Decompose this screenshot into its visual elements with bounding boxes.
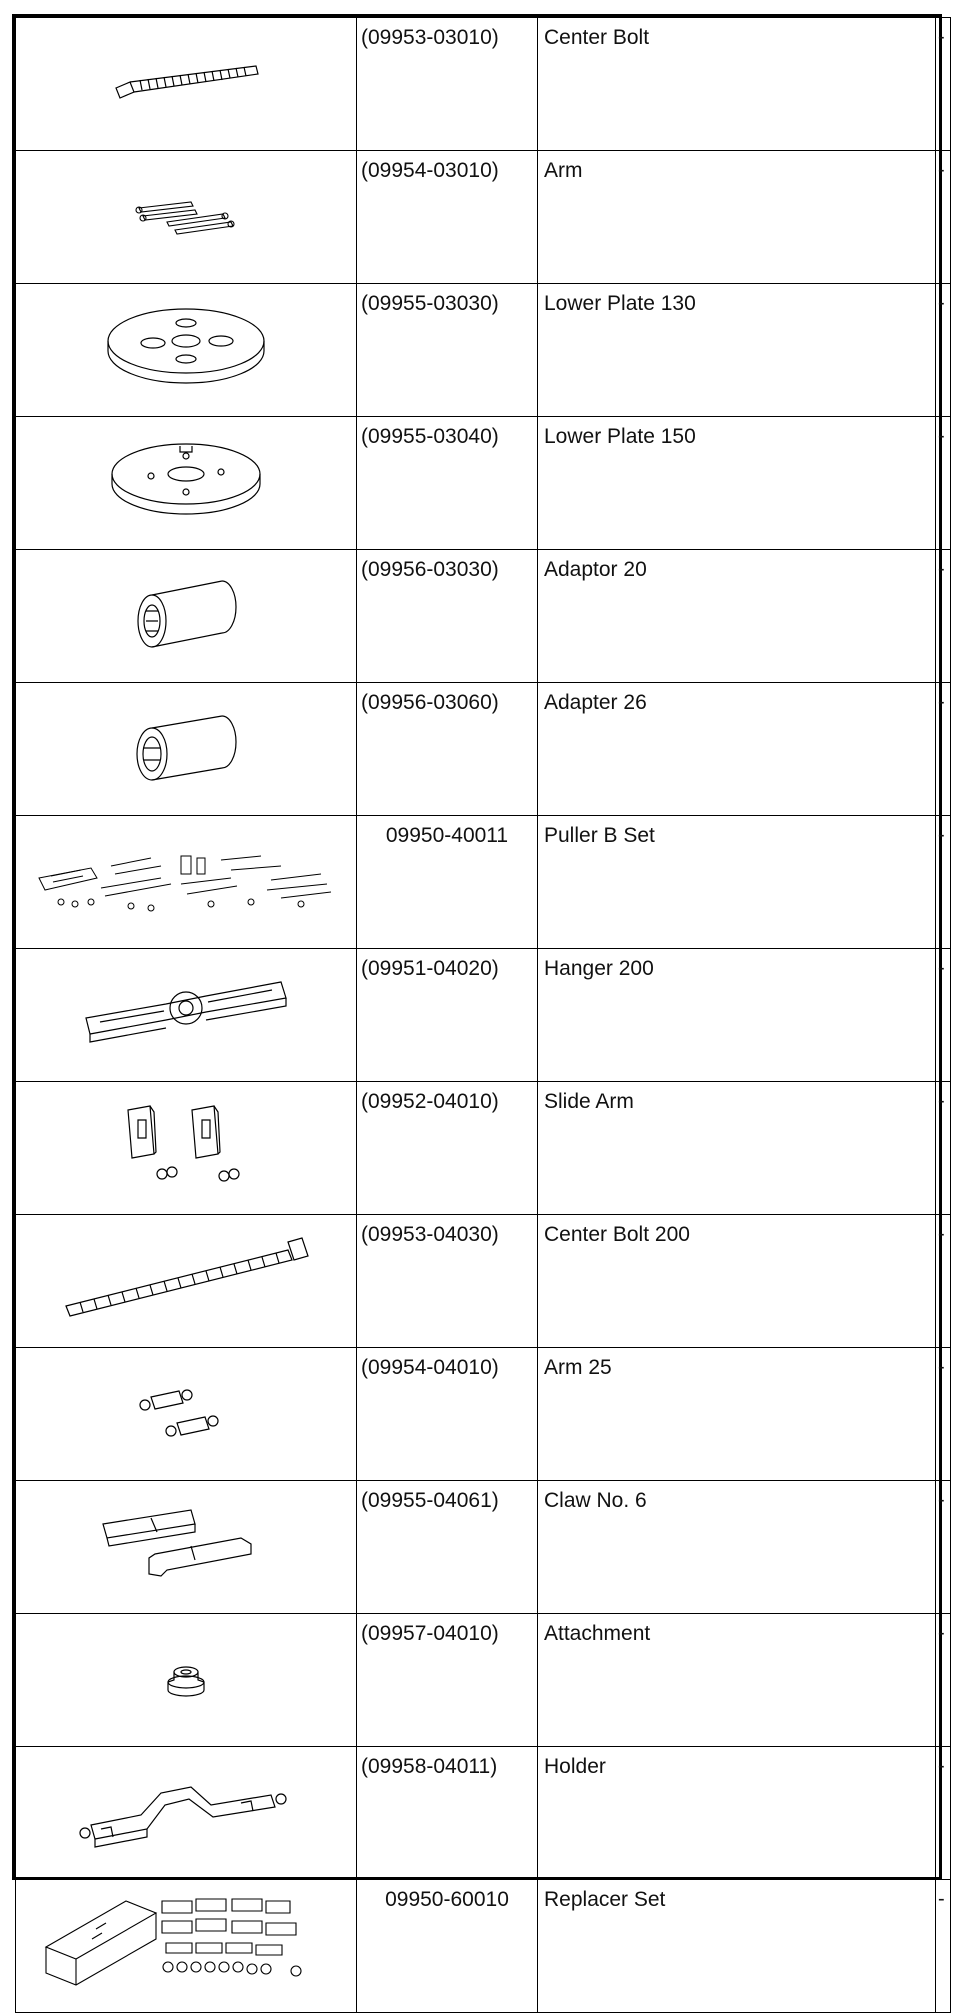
holder-icon — [71, 1759, 301, 1859]
parts-sheet — [12, 14, 945, 1911]
part-name: Lower Plate 150 — [538, 417, 936, 550]
table-row — [16, 417, 951, 550]
part-number: (09953-04030) — [357, 1215, 538, 1348]
part-number: 09950-40011 — [357, 816, 538, 949]
table-row — [16, 1481, 951, 1614]
part-number: (09955-03040) — [357, 417, 538, 550]
table-row — [16, 284, 951, 417]
table-row — [16, 683, 951, 816]
part-name: Lower Plate 130 — [538, 284, 936, 417]
part-qty: - — [936, 1082, 951, 1215]
table-row — [16, 816, 951, 949]
part-name: Adaptor 20 — [538, 550, 936, 683]
part-name: Holder — [538, 1747, 936, 1880]
part-number: 09950-60010 — [357, 1880, 538, 2013]
table-row — [16, 1348, 951, 1481]
table-row — [16, 151, 951, 284]
part-name: Adapter 26 — [538, 683, 936, 816]
part-name: Center Bolt 200 — [538, 1215, 936, 1348]
center-bolt-icon — [106, 50, 266, 110]
lower-plate-150-icon — [106, 434, 266, 524]
part-image-cell — [16, 683, 357, 816]
adapter-26-icon — [126, 700, 246, 790]
arm-icon — [131, 188, 241, 238]
part-image-cell — [16, 151, 357, 284]
part-image-cell — [16, 1481, 357, 1614]
part-number: (09955-04061) — [357, 1481, 538, 1614]
part-image-cell — [16, 417, 357, 550]
part-qty: - — [936, 1348, 951, 1481]
part-name: Replacer Set — [538, 1880, 936, 2013]
table-row — [16, 1747, 951, 1880]
center-bolt-200-icon — [56, 1232, 316, 1322]
part-qty: - — [936, 18, 951, 151]
part-number: (09952-04010) — [357, 1082, 538, 1215]
part-qty: - — [936, 1880, 951, 2013]
lower-plate-130-icon — [101, 301, 271, 391]
part-image-cell — [16, 816, 357, 949]
attachment-icon — [156, 1646, 216, 1706]
part-name: Claw No. 6 — [538, 1481, 936, 1614]
part-image-cell — [16, 1082, 357, 1215]
part-image-cell — [16, 1348, 357, 1481]
part-name: Center Bolt — [538, 18, 936, 151]
part-qty: - — [936, 417, 951, 550]
part-image-cell — [16, 1215, 357, 1348]
table-row — [16, 18, 951, 151]
parts-table — [15, 17, 951, 2013]
table-row — [16, 1082, 951, 1215]
part-name: Attachment — [538, 1614, 936, 1747]
part-qty: - — [936, 816, 951, 949]
part-qty: - — [936, 1614, 951, 1747]
part-name: Arm — [538, 151, 936, 284]
part-image-cell — [16, 1747, 357, 1880]
table-row — [16, 949, 951, 1082]
part-name: Arm 25 — [538, 1348, 936, 1481]
hanger-200-icon — [76, 966, 296, 1056]
part-qty: - — [936, 151, 951, 284]
part-image-cell — [16, 949, 357, 1082]
part-name: Hanger 200 — [538, 949, 936, 1082]
table-row — [16, 1215, 951, 1348]
part-number: (09958-04011) — [357, 1747, 538, 1880]
part-image-cell — [16, 550, 357, 683]
part-image-cell — [16, 284, 357, 417]
part-number: (09956-03060) — [357, 683, 538, 816]
replacer-set-icon — [36, 1887, 336, 1997]
part-number: (09957-04010) — [357, 1614, 538, 1747]
claw-no-6-icon — [91, 1498, 281, 1588]
part-name: Puller B Set — [538, 816, 936, 949]
adaptor-20-icon — [126, 567, 246, 657]
part-number: (09955-03030) — [357, 284, 538, 417]
slide-arm-icon — [106, 1094, 266, 1194]
part-qty: - — [936, 949, 951, 1082]
part-qty: - — [936, 1215, 951, 1348]
part-qty: - — [936, 1747, 951, 1880]
part-qty: - — [936, 683, 951, 816]
part-image-cell — [16, 1880, 357, 2013]
part-image-cell — [16, 1614, 357, 1747]
part-qty: - — [936, 1481, 951, 1614]
table-row — [16, 1614, 951, 1747]
puller-b-set-icon — [31, 838, 341, 918]
table-row — [16, 1880, 951, 2013]
part-number: (09954-04010) — [357, 1348, 538, 1481]
part-name: Slide Arm — [538, 1082, 936, 1215]
part-image-cell — [16, 18, 357, 151]
part-qty: - — [936, 284, 951, 417]
table-row — [16, 550, 951, 683]
part-number: (09956-03030) — [357, 550, 538, 683]
part-qty: - — [936, 550, 951, 683]
part-number: (09954-03010) — [357, 151, 538, 284]
part-number: (09953-03010) — [357, 18, 538, 151]
part-number: (09951-04020) — [357, 949, 538, 1082]
arm-25-icon — [131, 1375, 241, 1445]
